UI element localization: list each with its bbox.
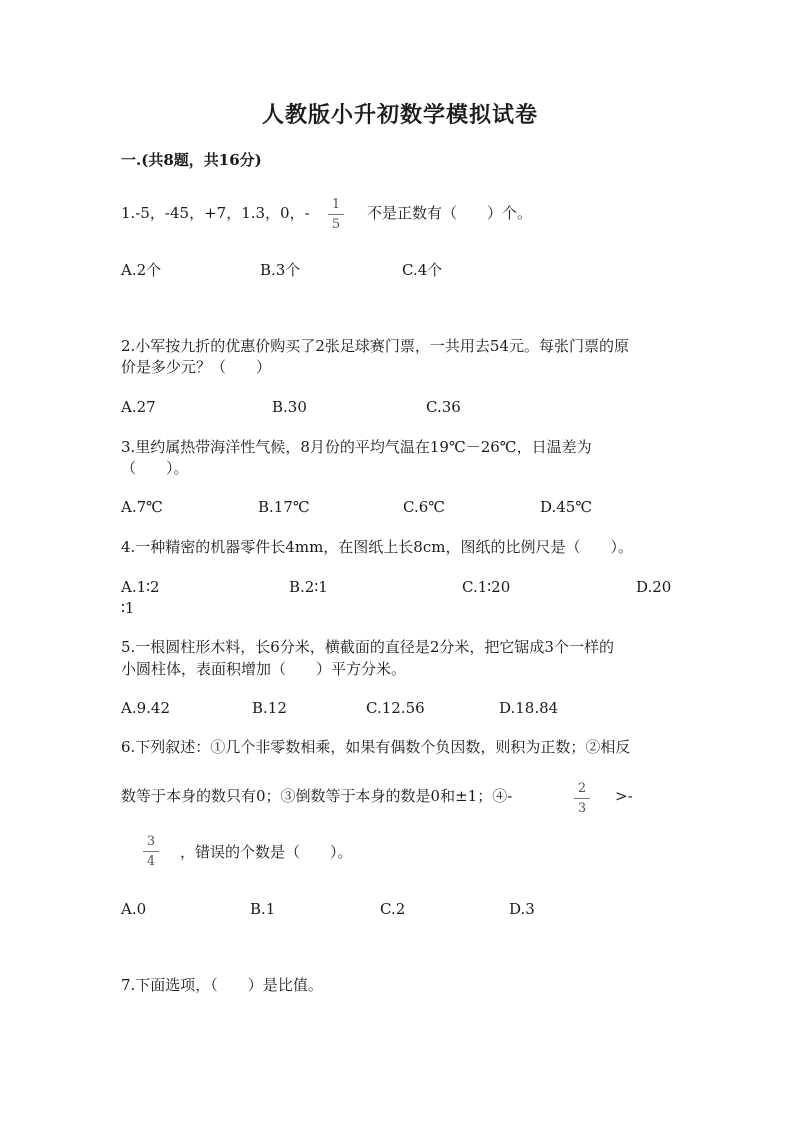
option-a[interactable]: A.9.42 bbox=[121, 699, 170, 717]
option-d-wrap: ∶1 bbox=[121, 599, 135, 617]
fraction-numerator: 1 bbox=[331, 197, 341, 212]
question-3-line-2: （ ）。 bbox=[121, 459, 189, 477]
option-d[interactable]: D.3 bbox=[509, 900, 535, 918]
question-5-line-1: 5.一根圆柱形木料，长6分米，横截面的直径是2分米，把它锯成3个一样的 bbox=[121, 638, 614, 656]
option-d[interactable]: D.20 bbox=[636, 578, 672, 596]
question-7-line-1: 7.下面选项，（ ）是比值。 bbox=[121, 976, 323, 994]
option-b[interactable]: B.2∶1 bbox=[289, 578, 328, 596]
fraction-denominator: 4 bbox=[146, 854, 156, 869]
fraction-bar bbox=[574, 798, 590, 799]
question-6-line-2: 数等于本身的数只有0；③倒数等于本身的数是0和±1；④- bbox=[121, 787, 513, 805]
option-c[interactable]: C.36 bbox=[426, 398, 461, 416]
option-c[interactable]: C.4个 bbox=[402, 261, 443, 279]
question-6-line-3: ，错误的个数是（ ）。 bbox=[180, 843, 353, 861]
fraction-numerator: 3 bbox=[146, 834, 156, 849]
question-6-line-2-tail: >- bbox=[615, 787, 633, 805]
question-6-line-1: 6.下列叙述：①几个非零数相乘，如果有偶数个负因数，则积为正数；②相反 bbox=[121, 738, 631, 756]
question-2-line-1: 2.小军按九折的优惠价购买了2张足球赛门票，一共用去54元。每张门票的原 bbox=[121, 337, 629, 355]
question-5-line-2: 小圆柱体，表面积增加（ ）平方分米。 bbox=[121, 660, 407, 678]
option-c[interactable]: C.1∶20 bbox=[462, 578, 511, 596]
option-a[interactable]: A.1∶2 bbox=[121, 578, 160, 596]
fraction-denominator: 3 bbox=[577, 801, 587, 816]
question-1-stem-tail: 不是正数有（ ）个。 bbox=[367, 204, 533, 222]
option-a[interactable]: A.2个 bbox=[121, 261, 162, 279]
question-3-line-1: 3.里约属热带海洋性气候，8月份的平均气温在19℃－26℃，日温差为 bbox=[121, 438, 592, 456]
option-b[interactable]: B.12 bbox=[252, 699, 287, 717]
page-title: 人教版小升初数学模拟试卷 bbox=[261, 102, 538, 128]
option-c[interactable]: C.6℃ bbox=[403, 498, 446, 516]
option-c[interactable]: C.2 bbox=[380, 900, 406, 918]
option-a[interactable]: A.0 bbox=[121, 900, 147, 918]
option-d[interactable]: D.18.84 bbox=[499, 699, 559, 717]
option-a[interactable]: A.7℃ bbox=[121, 498, 163, 516]
question-1-stem: 1.-5，-45，+7，1.3，0，- bbox=[121, 204, 310, 222]
fraction-numerator: 2 bbox=[577, 781, 587, 796]
fraction-bar bbox=[143, 851, 159, 852]
option-b[interactable]: B.1 bbox=[250, 900, 276, 918]
fraction-bar bbox=[328, 214, 344, 215]
option-b[interactable]: B.17℃ bbox=[258, 498, 310, 516]
fraction-denominator: 5 bbox=[331, 217, 341, 232]
section-heading: 一.(共8题，共16分) bbox=[121, 151, 262, 169]
option-c[interactable]: C.12.56 bbox=[366, 699, 425, 717]
option-a[interactable]: A.27 bbox=[121, 398, 156, 416]
option-b[interactable]: B.30 bbox=[272, 398, 307, 416]
option-d[interactable]: D.45℃ bbox=[540, 498, 593, 516]
fraction-3-4 bbox=[143, 834, 159, 869]
question-2-line-2: 价是多少元？（ ） bbox=[121, 358, 272, 376]
question-4-line-1: 4.一种精密的机器零件长4mm，在图纸上长8cm，图纸的比例尺是（ ）。 bbox=[121, 538, 633, 556]
fraction-1-5 bbox=[328, 197, 344, 232]
option-b[interactable]: B.3个 bbox=[260, 261, 301, 279]
fraction-2-3 bbox=[574, 781, 590, 816]
